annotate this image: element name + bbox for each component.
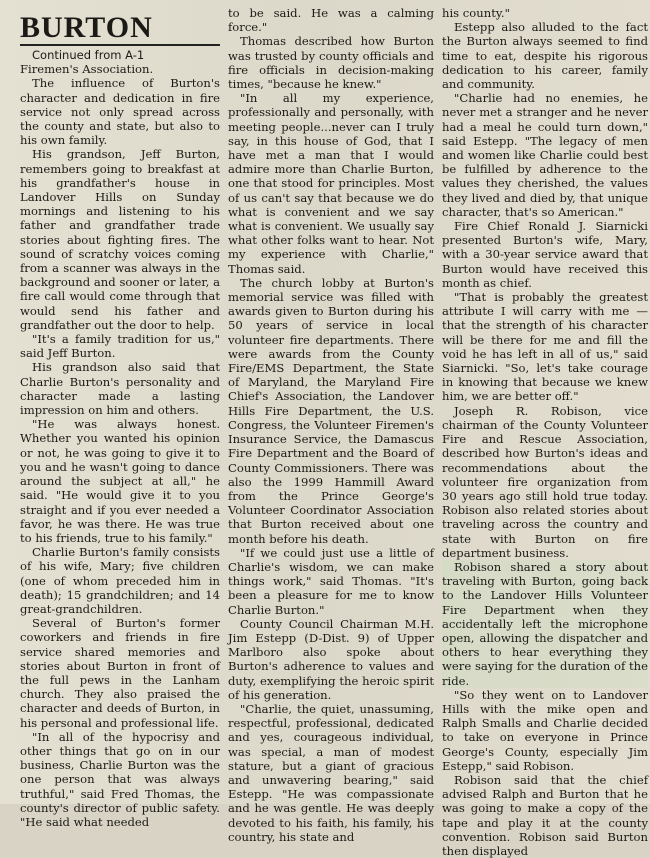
- paragraph: "Charlie had no enemies, he never met a stranger and he never had a meal he could turn down," said Estepp. "The legacy of men and women like Charlie could best be fulfilled by adherence to the values they cherished, the values they lived and died by, that unique character, that's so American.": [442, 91, 648, 219]
- paragraph: Fire Chief Ronald J. Siarnicki presented Burton's wife, Mary, with a 30-year service award that Burton would have received this month as chief.: [442, 219, 648, 290]
- paragraph: Thomas described how Burton was trusted by county officials and fire officials in decision-making times, "because he knew.": [228, 34, 434, 92]
- paragraph: The influence of Burton's character and dedication in fire service not only spread across the county and state, but also to his own family.: [20, 76, 220, 148]
- column-3: [442, 6, 648, 858]
- paragraph: "In all my experience, professionally and personally, with meeting people...never can I truly say, in this house of God, that I have met a man that I would admire more than Charlie Burton, one that stood for principles. Most of us can't say that because we do what is convenient and we say what is convenient. We usually say what other folks want to hear. Not my experience with Charlie," Thomas said.: [228, 91, 434, 276]
- paragraph: to be said. He was a calming force.": [228, 6, 434, 35]
- article-title: BURTON: [20, 12, 220, 46]
- paragraph: County Council Chairman M.H. Jim Estepp (D-Dist. 9) of Upper Marlboro also spoke about Burton's adherence to values and duty, exemplifying the heroic spirit of his generation.: [228, 616, 434, 702]
- paragraph: Robison shared a story about traveling with Burton, going back to the Landover Hills Volunteer Fire Department when they accidentally left the microphone open, allowing the dispatcher and others to hear everything they were saying for the duration of the ride.: [442, 559, 648, 688]
- paragraph: Charlie Burton's family consists of his wife, Mary; five children (one of whom preceded him in death); 15 grandchildren; and 14 great-grandchildren.: [20, 545, 220, 616]
- paragraph: Firemen's Association.: [20, 62, 154, 77]
- article-columns: [20, 6, 648, 858]
- paragraph: Several of Burton's former coworkers and friends in fire service shared memories and stories about Burton in front of the full pews in the Lanham church. They also praised the character and deeds of Burton, in his personal and professional life.: [20, 616, 220, 730]
- paragraph: Estepp also alluded to the fact the Burton always seemed to find time to eat, despite his rigorous dedication to his career, family and community.: [442, 20, 648, 92]
- paragraph: "That is probably the greatest attribute I will carry with me — that the strength of his character will be there for me and fill the void he has left in all of us," said Siarnicki. "So, let's take courage in knowing that because we knew him, we are better off.": [442, 290, 648, 404]
- paragraph: "If we could just use a little of Charlie's wisdom, we can make things work," said Thomas. "It's been a pleasure for me to know Charlie Burton.": [228, 545, 434, 617]
- column-1: [20, 6, 220, 858]
- paragraph: his county.": [442, 6, 510, 20]
- paragraph: "Charlie, the quiet, unassuming, respectful, professional, dedicated and yes, courageous individual, was special, a man of modest stature, but a giant of gracious and unwavering bearing," said Estepp. "He was compassionate and he was gentle. He was deeply devoted to his faith, his family, his country, his state and: [228, 701, 434, 844]
- paragraph: "He was always honest. Whether you wanted his opinion or not, he was going to give it to you and he wasn't going to dance around the subject at all," he said. "He would give it to you straight and if you ever needed a favor, he was there. He was true to his friends, true to his family.": [20, 417, 220, 545]
- paragraph: "In all of the hypocrisy and other things that go on in our business, Charlie Burton was the one person that was always truthful," said Fred Thomas, the county's director of public safety. "He said what needed: [20, 729, 220, 829]
- paragraph: Robison said that the chief advised Ralph and Burton that he was going to make a copy of the tape and play it at the county convention. Robison said Burton then displayed: [442, 772, 648, 858]
- paragraph: "It's a family tradition for us," said Jeff Burton.: [20, 332, 220, 361]
- paragraph: "So they went on to Landover Hills with the mike open and Ralph Smalls and Charlie decided to take on everyone in Prince George's County, especially Jim Estepp," said Robison.: [442, 687, 648, 773]
- paragraph: Joseph R. Robison, vice chairman of the County Volunteer Fire and Rescue Association, described how Burton's ideas and recommendations about the volunteer fire organization from 30 years ago still hold true today. Robison also related stories about traveling across the country and state with Burton on fire department business.: [442, 403, 648, 560]
- paragraph: His grandson also said that Charlie Burton's personality and character made a lasting impression on him and others.: [20, 360, 220, 418]
- column-2: [228, 6, 434, 858]
- continued-line: Continued from A-1: [32, 48, 145, 62]
- paragraph: His grandson, Jeff Burton, remembers going to breakfast at his grandfather's house in Landover Hills on Sunday mornings and listening to his father and grandfather trade stories about fighting fires. The sound of scratchy voices coming from a scanner was always in the background and sooner or later, a fire call would come through that would send his father and grandfather out the door to help.: [20, 147, 220, 332]
- paragraph: The church lobby at Burton's memorial service was filled with awards given to Burton during his 50 years of service in local volunteer fire departments. There were awards from the County Fire/EMS Department, the State of Maryland, the Maryland Fire Chief's Association, the Landover Hills Fire Department, the U.S. Congress, the Volunteer Firemen's Insurance Service, the Damascus Fire Department and the Board of County Commissioners. There was also the 1999 Hammill Award from the Prince George's Volunteer Coordinator Association that Burton received about one month before his death.: [228, 275, 434, 546]
